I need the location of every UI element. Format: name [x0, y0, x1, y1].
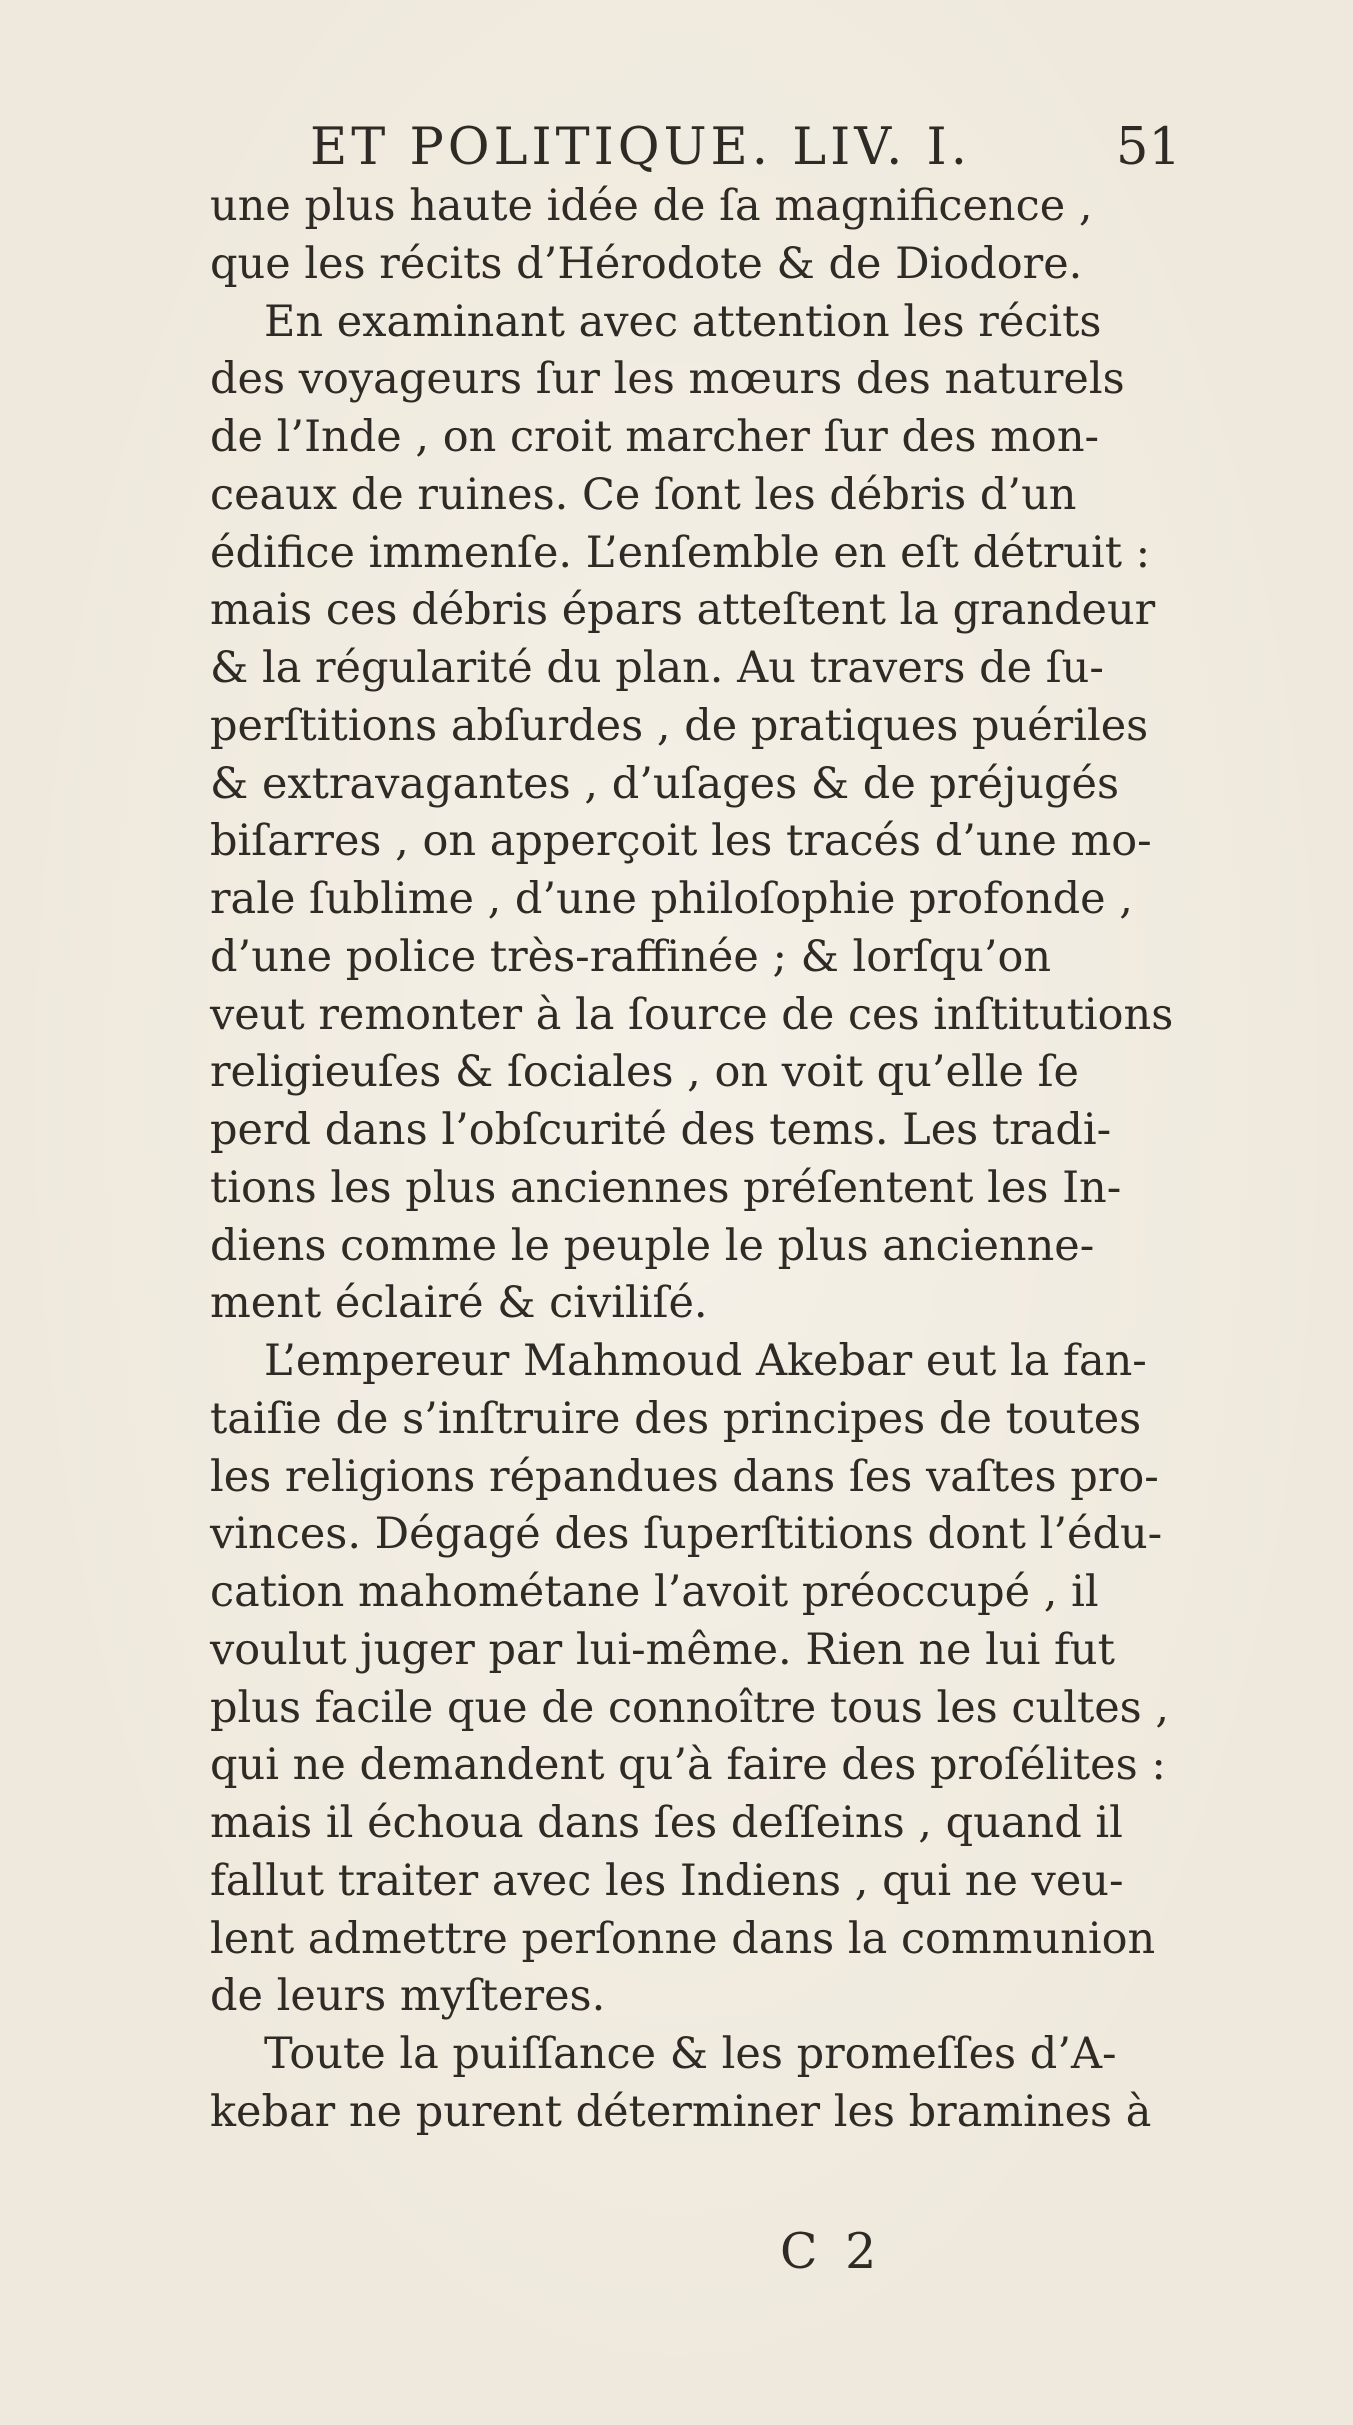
- text-line: édifice immenſe. L’enſemble en eſt détruit :: [210, 527, 1151, 578]
- text-line: qui ne demandent qu’à faire des proſélites :: [210, 1740, 1166, 1791]
- text-line: L’empereur Mahmoud Akebar eut la fan-: [264, 1336, 1147, 1386]
- text-line: En examinant avec attention les récits: [264, 296, 1102, 347]
- text-line: & extravagantes , d’uſages & de préjugés: [210, 758, 1120, 809]
- text-line: taiſie de s’inſtruire des principes de toutes: [210, 1393, 1142, 1444]
- text-line: plus facile que de connoître tous les cultes ,: [210, 1682, 1170, 1733]
- text-line: les religions répandues dans ſes vaſtes pro-: [210, 1451, 1159, 1502]
- text-line: mais ces débris épars atteſtent la grandeur: [210, 585, 1156, 636]
- text-line: religieuſes & ſociales , on voit qu’elle ſe: [210, 1047, 1079, 1098]
- text-line: de l’Inde , on croit marcher ſur des mon-: [210, 412, 1100, 462]
- text-line: veut remonter à la ſource de ces inſtitutions: [210, 989, 1174, 1040]
- page-number: 51: [1116, 118, 1181, 177]
- text-line: perd dans l’obſcurité des tems. Les tradi-: [210, 1105, 1112, 1155]
- text-line: cation mahométane l’avoit préoccupé , il: [210, 1567, 1099, 1617]
- text-line: mais il échoua dans ſes deſſeins , quand il: [210, 1798, 1123, 1848]
- text-line: ceaux de ruines. Ce ſont les débris d’un: [210, 469, 1077, 520]
- running-head: [0, 108, 1353, 188]
- text-line: voulut juger par lui-même. Rien ne lui fut: [210, 1624, 1115, 1675]
- text-line: vinces. Dégagé des ſuperſtitions dont l’édu-: [210, 1509, 1163, 1560]
- text-line: que les récits d’Hérodote & de Diodore.: [210, 238, 1083, 289]
- text-line: Toute la puiſſance & les promeſſes d’A-: [264, 2029, 1117, 2079]
- text-line: des voyageurs ſur les mœurs des naturels: [210, 354, 1125, 405]
- text-line: diens comme le peuple le plus ancienne-: [210, 1220, 1095, 1271]
- text-line: de leurs myſteres.: [210, 1971, 606, 2022]
- text-line: tions les plus anciennes préſentent les In-: [210, 1162, 1122, 1213]
- text-line: fallut traiter avec les Indiens , qui ne veu-: [210, 1855, 1124, 1906]
- body-text: [210, 178, 1174, 2142]
- running-title: ET POLITIQUE. LIV. I.: [310, 118, 971, 177]
- text-line: rale ſublime , d’une philoſophie profonde ,: [210, 874, 1133, 924]
- text-line: & la régularité du plan. Au travers de ſu-: [210, 643, 1104, 693]
- text-line: ment éclairé & civiliſé.: [210, 1278, 708, 1329]
- text-line: biſarres , on apperçoit les tracés d’une mo-: [210, 816, 1152, 867]
- text-line: lent admettre perſonne dans la communion: [210, 1913, 1156, 1964]
- signature-mark: C 2: [780, 2223, 883, 2280]
- text-line: d’une police très-raffinée ; & lorſqu’on: [210, 931, 1052, 982]
- text-line: kebar ne purent déterminer les bramines à: [210, 2086, 1152, 2137]
- text-line: une plus haute idée de ſa magnificence ,: [210, 181, 1093, 231]
- text-line: perſtitions abſurdes , de pratiques puériles: [210, 700, 1149, 751]
